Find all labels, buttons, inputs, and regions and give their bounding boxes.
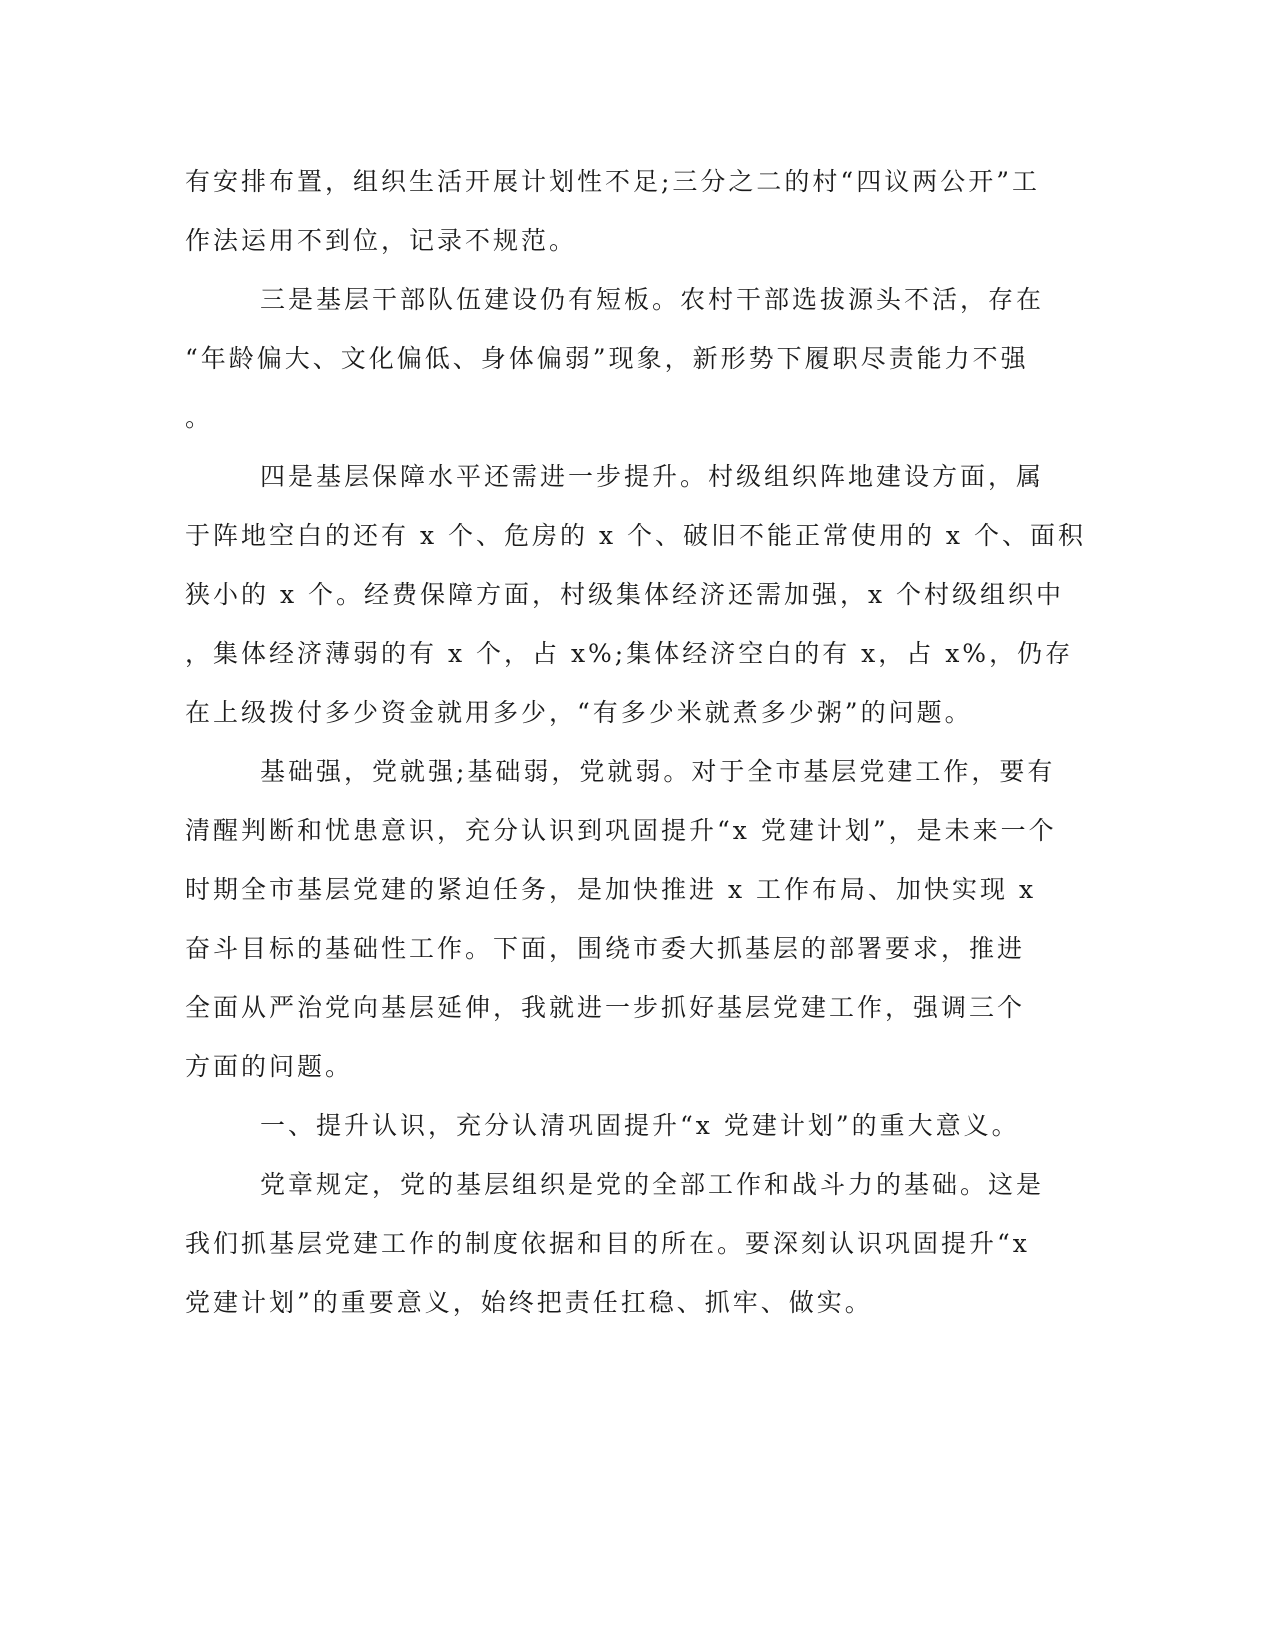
text-line: 全面从严治党向基层延伸，我就进一步抓好基层党建工作，强调三个 <box>185 993 1026 1022</box>
text-line: “年龄偏大、文化偏低、身体偏弱”现象，新形势下履职尽责能力不强 <box>185 344 1029 373</box>
section-heading: 一、提升认识，充分认清巩固提升“x 党建计划”的重大意义。 <box>260 1111 1020 1140</box>
text-line: 党建计划”的重要意义，始终把责任扛稳、抓牢、做实。 <box>185 1288 873 1317</box>
text-line: ，集体经济薄弱的有 x 个，占 x%;集体经济空白的有 x，占 x%，仍存 <box>185 639 1074 668</box>
text-line: 方面的问题。 <box>185 1052 354 1081</box>
text-line: 在上级拨付多少资金就用多少，“有多少米就煮多少粥”的问题。 <box>185 698 973 727</box>
text-line: 我们抓基层党建工作的制度依据和目的所在。要深刻认识巩固提升“x <box>185 1229 1030 1258</box>
paragraph-start-line: 三是基层干部队伍建设仍有短板。农村干部选拔源头不活，存在 <box>260 285 1045 314</box>
paragraph-start-line: 党章规定，党的基层组织是党的全部工作和战斗力的基础。这是 <box>260 1170 1045 1199</box>
text-line: 狭小的 x 个。经费保障方面，村级集体经济还需加强，x 个村级组织中 <box>185 580 1065 609</box>
text-line: 于阵地空白的还有 x 个、危房的 x 个、破旧不能正常使用的 x 个、面积 <box>185 521 1086 550</box>
text-line: 。 <box>185 403 214 432</box>
text-line: 时期全市基层党建的紧迫任务，是加快推进 x 工作布局、加快实现 x <box>185 875 1037 904</box>
text-line: 清醒判断和忧患意识，充分认识到巩固提升“x 党建计划”，是未来一个 <box>185 816 1057 845</box>
text-line: 奋斗目标的基础性工作。下面，围绕市委大抓基层的部署要求，推进 <box>185 934 1026 963</box>
text-line: 有安排布置，组织生活开展计划性不足;三分之二的村“四议两公开”工 <box>185 167 1040 196</box>
paragraph-start-line: 四是基层保障水平还需进一步提升。村级组织阵地建设方面，属 <box>260 462 1045 491</box>
text-line: 作法运用不到位，记录不规范。 <box>185 226 578 255</box>
paragraph-start-line: 基础强，党就强;基础弱，党就弱。对于全市基层党建工作，要有 <box>260 757 1056 786</box>
